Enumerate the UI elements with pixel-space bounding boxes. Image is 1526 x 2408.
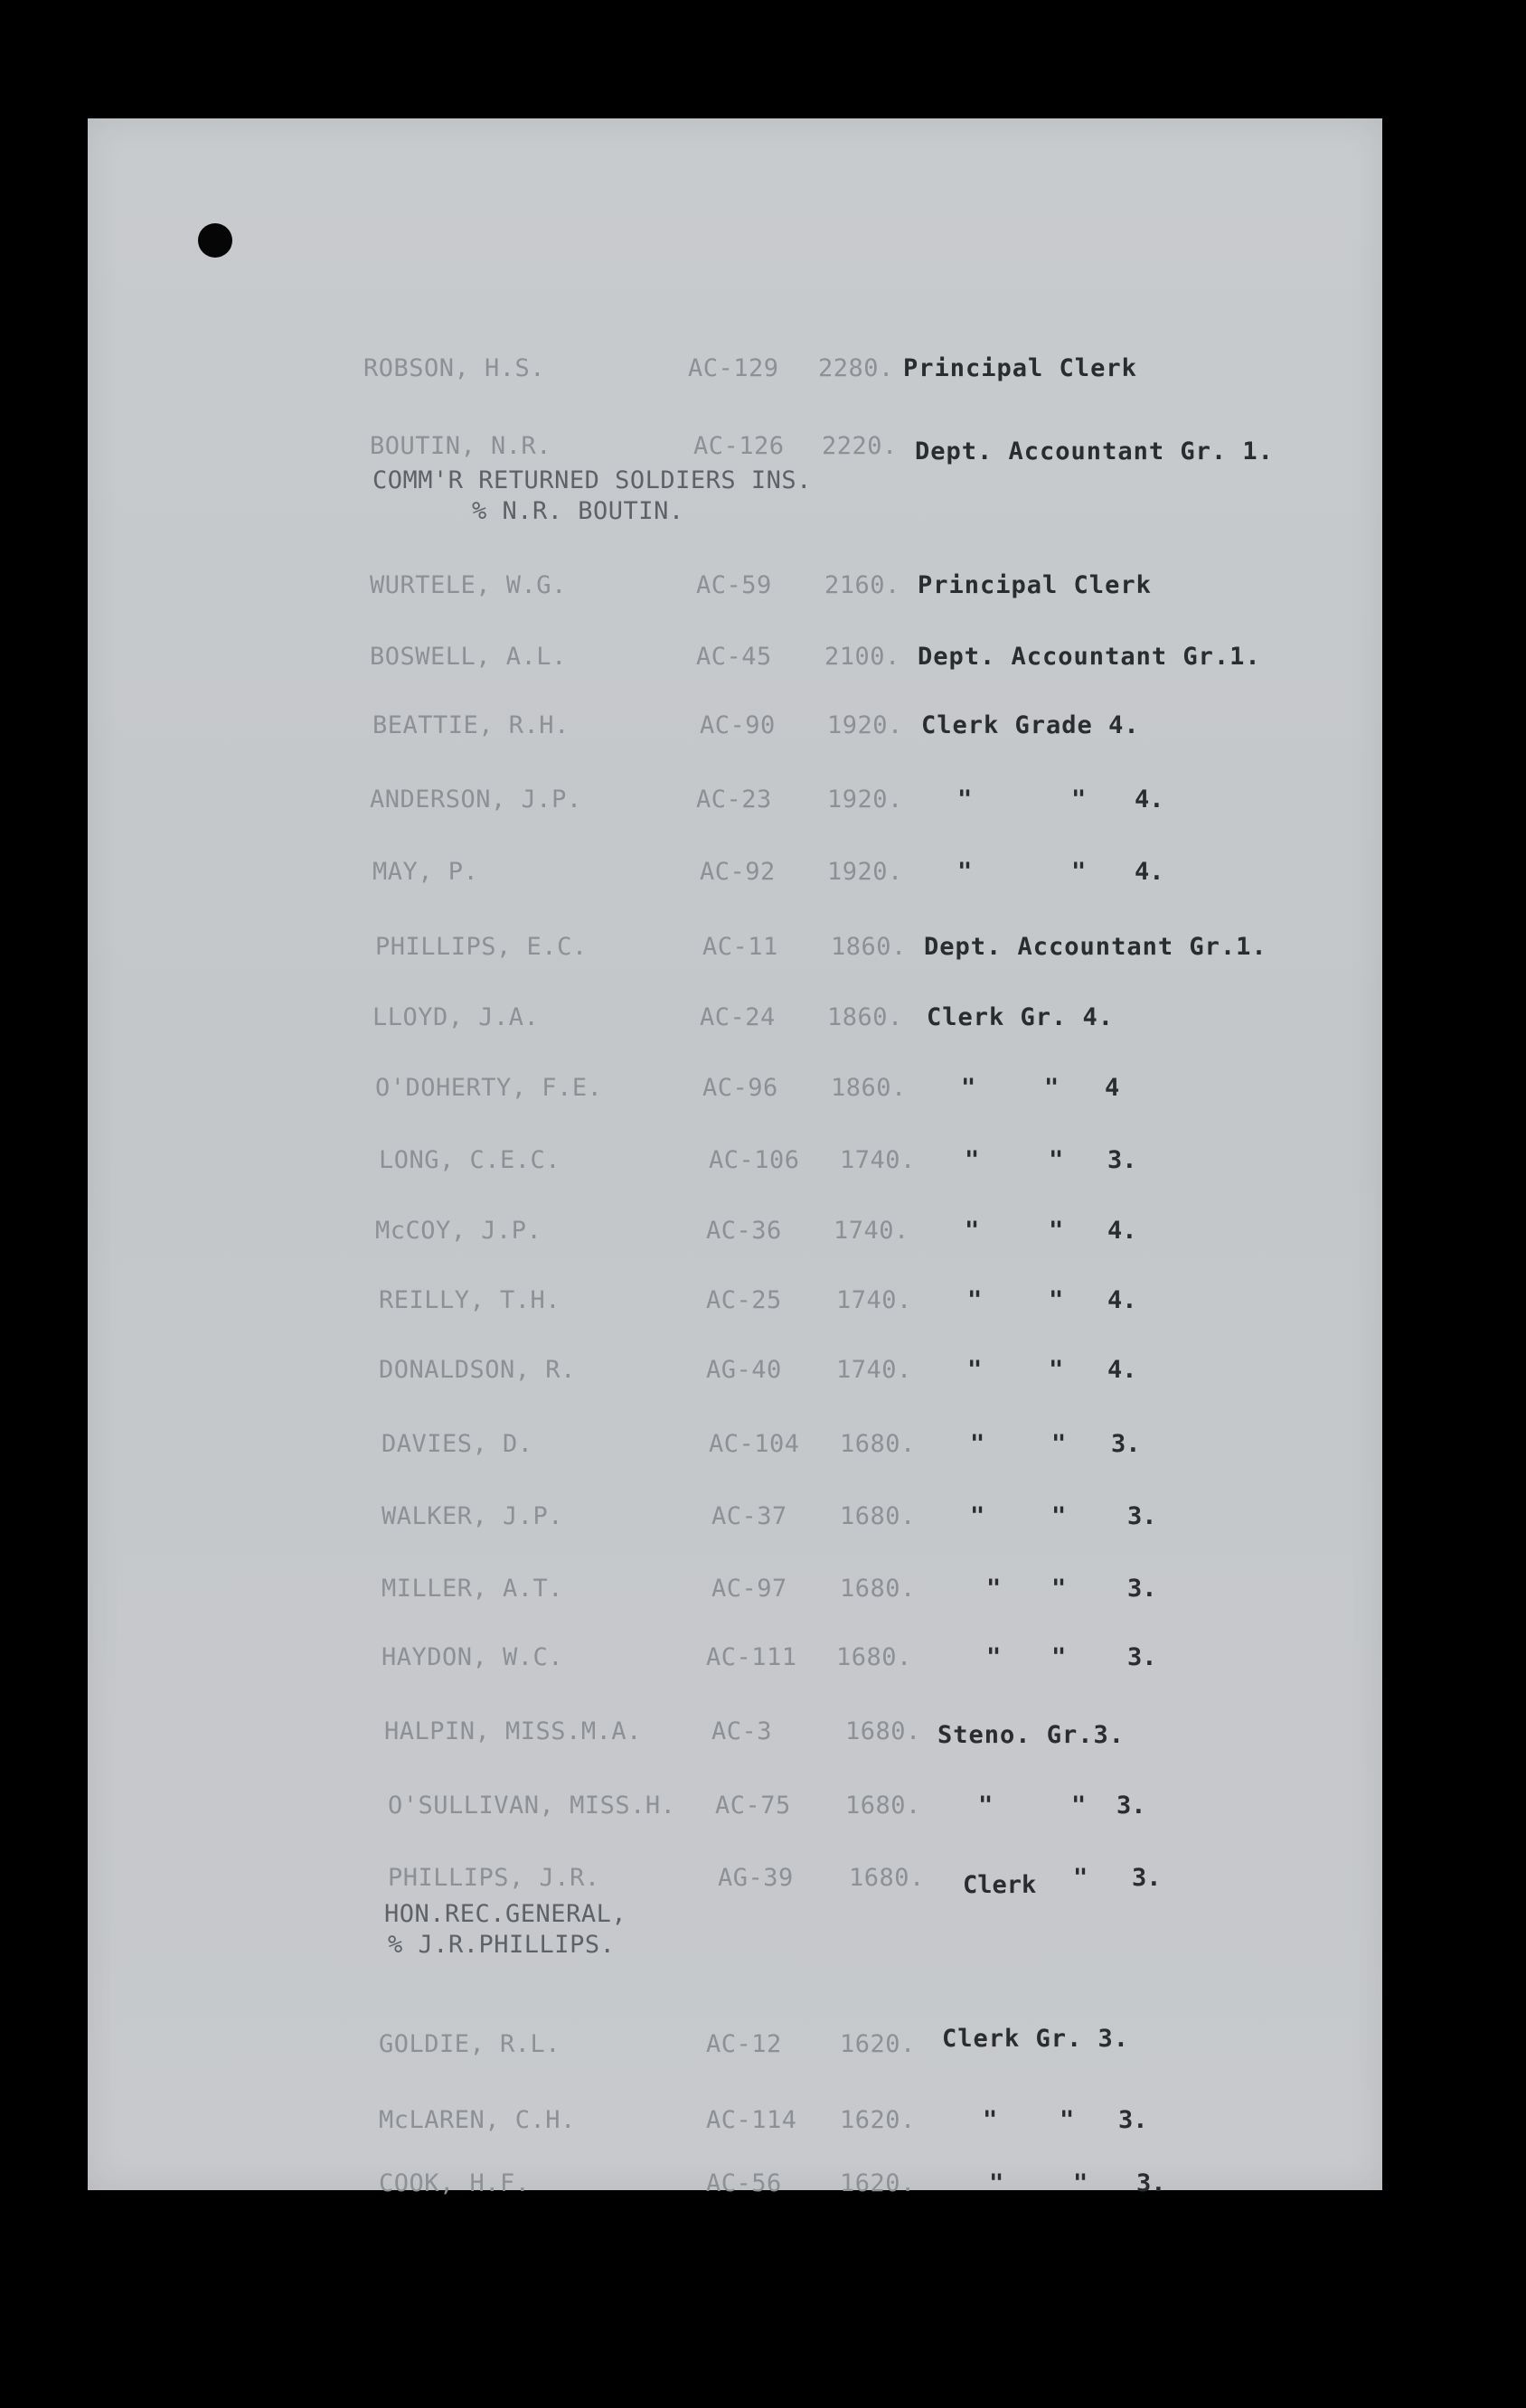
position-title: Steno. Gr.3. (937, 1721, 1126, 1749)
employee-code: AC-56 (706, 2169, 782, 2197)
punch-hole (198, 223, 232, 258)
salary: 1680. (845, 1792, 921, 1820)
ditto-mark: " (1051, 1643, 1067, 1671)
list-item (88, 785, 1382, 828)
ditto-mark: " (1071, 858, 1087, 886)
salary: 1680. (849, 1864, 925, 1892)
employee-code: AC-59 (696, 571, 772, 599)
employee-code: AC-75 (715, 1792, 791, 1820)
position-title: Clerk Grade 4. (921, 711, 1140, 739)
employee-name: LONG, C.E.C. (379, 1146, 561, 1174)
annotation-line (88, 496, 1382, 540)
salary: 1680. (840, 1575, 916, 1603)
salary: 1620. (840, 2030, 916, 2058)
employee-name: BEATTIE, R.H. (372, 711, 570, 739)
list-item (88, 1791, 1382, 1834)
employee-name: BOUTIN, N.R. (370, 432, 552, 460)
employee-name: DONALDSON, R. (379, 1356, 576, 1384)
employee-code: AC-23 (696, 785, 772, 814)
salary: 1740. (836, 1286, 912, 1314)
salary: 1860. (827, 1003, 903, 1031)
list-item (88, 1285, 1382, 1329)
annotation-text: % N.R. BOUTIN. (472, 497, 684, 525)
salary: 1920. (827, 711, 903, 739)
list-item (88, 1216, 1382, 1259)
employee-code: AC-45 (696, 643, 772, 671)
employee-name: COOK, H.F. (379, 2169, 531, 2197)
salary: 1920. (827, 858, 903, 886)
grade: 4. (1107, 1286, 1137, 1314)
ditto-mark: " (957, 858, 973, 886)
ditto-mark: " (1049, 1286, 1064, 1314)
list-item (88, 1642, 1382, 1686)
list-item (88, 642, 1382, 685)
employee-name: GOLDIE, R.L. (379, 2030, 561, 2058)
position-title: Dept. Accountant Gr.1. (924, 933, 1267, 961)
ditto-mark: " (1073, 1864, 1088, 1892)
position-title: Clerk Gr. 3. (942, 2025, 1130, 2053)
salary: 2160. (824, 571, 900, 599)
grade: 3. (1132, 1864, 1162, 1892)
salary: 1680. (845, 1717, 921, 1745)
grade: 3. (1116, 1792, 1146, 1820)
salary: 1920. (827, 785, 903, 814)
list-item (88, 857, 1382, 900)
ditto-mark: " (1071, 1792, 1087, 1820)
grade: 4. (1135, 858, 1164, 886)
list-item (88, 2025, 1382, 2073)
ditto-title: Clerk (963, 1871, 1037, 1899)
salary: 2280. (818, 354, 894, 382)
list-item (88, 932, 1382, 975)
employee-name: ANDERSON, J.P. (370, 785, 582, 814)
salary: 1620. (840, 2106, 916, 2134)
employee-name: LLOYD, J.A. (372, 1003, 540, 1031)
ditto-mark: " (978, 1792, 994, 1820)
employee-code: AC-96 (702, 1074, 778, 1102)
employee-name: MILLER, A.T. (382, 1575, 564, 1603)
employee-code: AG-39 (718, 1864, 794, 1892)
annotation-text: COMM'R RETURNED SOLDIERS INS. (372, 466, 812, 494)
position-title: Principal Clerk (918, 571, 1152, 599)
employee-name: PHILLIPS, E.C. (375, 933, 588, 961)
employee-code: AC-97 (711, 1575, 787, 1603)
grade: 3. (1127, 1575, 1157, 1603)
salary: 1740. (840, 1146, 916, 1174)
employee-code: AG-40 (706, 1356, 782, 1384)
employee-code: AC-36 (706, 1217, 782, 1245)
annotation-text: % J.R.PHILLIPS. (388, 1931, 616, 1959)
list-item (88, 1002, 1382, 1046)
employee-code: AC-24 (700, 1003, 776, 1031)
grade: 3. (1118, 2106, 1148, 2134)
list-item (88, 2168, 1382, 2212)
ditto-mark: " (986, 1575, 1002, 1603)
employee-name: McCOY, J.P. (375, 1217, 542, 1245)
employee-code: AC-111 (706, 1643, 797, 1671)
ditto-mark: " (1051, 1575, 1067, 1603)
employee-code: AC-104 (709, 1430, 800, 1458)
employee-name: HAYDON, W.C. (382, 1643, 564, 1671)
ditto-mark: " (1060, 2106, 1075, 2134)
employee-name: O'SULLIVAN, MISS.H. (388, 1792, 676, 1820)
list-item (88, 1145, 1382, 1189)
list-item (88, 1501, 1382, 1545)
list-item (88, 2105, 1382, 2149)
grade: 4 (1105, 1074, 1120, 1102)
ditto-mark: " (1051, 1430, 1067, 1458)
list-item (88, 570, 1382, 614)
grade: 4. (1135, 785, 1164, 814)
employee-name: REILLY, T.H. (379, 1286, 561, 1314)
ditto-mark: " (967, 1356, 983, 1384)
grade: 3. (1136, 2169, 1166, 2197)
grade: 4. (1107, 1217, 1137, 1245)
list-item (88, 1574, 1382, 1617)
ditto-mark: " (1071, 785, 1087, 814)
employee-name: HALPIN, MISS.M.A. (384, 1717, 642, 1745)
ditto-mark: " (1049, 1217, 1064, 1245)
grade: 3. (1127, 1643, 1157, 1671)
ditto-mark: " (1049, 1146, 1064, 1174)
ditto-mark: " (986, 1643, 1002, 1671)
employee-name: ROBSON, H.S. (363, 354, 546, 382)
salary: 2100. (824, 643, 900, 671)
list-item (88, 710, 1382, 754)
ditto-mark: " (961, 1074, 976, 1102)
employee-name: DAVIES, D. (382, 1430, 533, 1458)
salary: 2220. (822, 432, 898, 460)
list-item (88, 353, 1382, 397)
salary: 1620. (840, 2169, 916, 2197)
ditto-mark: " (1073, 2169, 1088, 2197)
position-title: Clerk Gr. 4. (927, 1003, 1115, 1031)
salary: 1680. (840, 1430, 916, 1458)
ditto-mark: " (1051, 1502, 1067, 1530)
grade: 3. (1107, 1146, 1137, 1174)
employee-name: MAY, P. (372, 858, 479, 886)
annotation-line (88, 1930, 1382, 1973)
list-item (88, 1355, 1382, 1398)
ditto-mark: " (970, 1502, 985, 1530)
position-title: Principal Clerk (903, 354, 1137, 382)
list-item (88, 1717, 1382, 1760)
employee-code: AC-106 (709, 1146, 800, 1174)
ditto-mark: " (965, 1146, 980, 1174)
employee-code: AC-129 (688, 354, 779, 382)
employee-name: WALKER, J.P. (382, 1502, 564, 1530)
employee-code: AC-3 (711, 1717, 773, 1745)
grade: 3. (1127, 1502, 1157, 1530)
employee-code: AC-11 (702, 933, 778, 961)
salary: 1740. (834, 1217, 909, 1245)
document-page (88, 118, 1382, 2197)
annotation-text: HON.REC.GENERAL, (384, 1900, 627, 1928)
employee-code: AC-90 (700, 711, 776, 739)
ditto-mark: " (967, 1286, 983, 1314)
employee-name: O'DOHERTY, F.E. (375, 1074, 603, 1102)
employee-code: AC-25 (706, 1286, 782, 1314)
employee-name: PHILLIPS, J.R. (388, 1864, 600, 1892)
ditto-mark: " (989, 2169, 1004, 2197)
ditto-mark: " (965, 1217, 980, 1245)
grade: 4. (1107, 1356, 1137, 1384)
position-title: Dept. Accountant Gr.1. (918, 643, 1261, 671)
ditto-mark: " (983, 2106, 998, 2134)
salary: 1860. (831, 933, 907, 961)
ditto-mark: " (1044, 1074, 1060, 1102)
employee-code: AC-114 (706, 2106, 797, 2134)
employee-code: AC-37 (711, 1502, 787, 1530)
employee-code: AC-92 (700, 858, 776, 886)
salary: 1680. (840, 1502, 916, 1530)
list-item (88, 1073, 1382, 1116)
employee-code: AC-12 (706, 2030, 782, 2058)
grade: 3. (1111, 1430, 1141, 1458)
employee-name: BOSWELL, A.L. (370, 643, 567, 671)
employee-code: AC-126 (693, 432, 785, 460)
salary: 1680. (836, 1643, 912, 1671)
list-item (88, 1429, 1382, 1472)
employee-name: McLAREN, C.H. (379, 2106, 576, 2134)
ditto-mark: " (970, 1430, 985, 1458)
salary: 1860. (831, 1074, 907, 1102)
salary: 1740. (836, 1356, 912, 1384)
employee-name: WURTELE, W.G. (370, 571, 567, 599)
position-title: Dept. Accountant Gr. 1. (915, 437, 1274, 466)
ditto-mark: " (957, 785, 973, 814)
ditto-mark: " (1049, 1356, 1064, 1384)
